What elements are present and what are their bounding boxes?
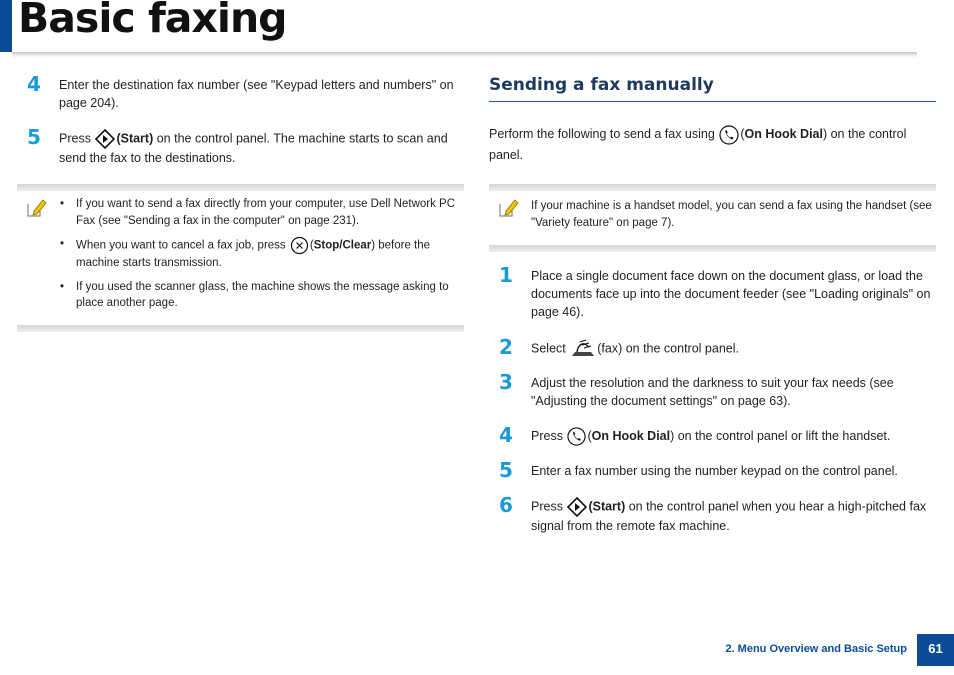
step-number: 4: [27, 72, 41, 96]
note-top-rule: [17, 184, 464, 191]
page-title: Basic faxing: [18, 0, 287, 42]
right-note-box: [489, 184, 936, 252]
note-pencil-icon: [497, 197, 519, 219]
start-icon: [567, 497, 587, 517]
start-icon: [95, 129, 115, 149]
step-number: 5: [499, 458, 513, 482]
note-list: [60, 196, 462, 319]
step-text: Press: [531, 499, 563, 514]
note-top-rule: [489, 184, 936, 191]
step-text: Press: [531, 429, 563, 443]
stop-clear-icon: [290, 236, 309, 255]
page-number: 61: [917, 634, 954, 666]
step-text: on the control panel. The machine starts to scan and send the fax to the destinations.: [59, 131, 448, 165]
step-text: Select: [531, 341, 566, 356]
footer-section-label: 2. Menu Overview and Basic Setup: [725, 643, 907, 655]
step-number: 4: [499, 423, 513, 447]
step-text: ) on the control panel or lift the handset.: [670, 429, 891, 443]
step-text: Place a single document face down on the document glass, or load the documents face up into the document feeder (see "Loading originals" on page 46).: [531, 269, 931, 319]
step-number: 3: [499, 370, 513, 394]
note-pencil-icon: [25, 197, 47, 219]
step-text: (fax) on the control panel.: [597, 341, 739, 356]
step-number: 5: [27, 125, 41, 149]
stop-clear-label: Stop/Clear: [313, 239, 372, 252]
step-number: 2: [499, 335, 513, 359]
start-label: (Start): [588, 499, 626, 514]
step-text: Press: [59, 131, 91, 146]
section-rule: [489, 101, 936, 102]
title-rule: [12, 52, 917, 58]
note-bottom-rule: [489, 245, 936, 252]
step-number: 6: [499, 493, 513, 517]
note-item: • If you used the scanner glass, the machine shows the message asking to place another page.: [60, 279, 462, 312]
step-text: Enter the destination fax number (see "Keypad letters and numbers" on page 204).: [59, 78, 454, 110]
note-item: • If you want to send a fax directly from your computer, use Dell Network PC Fax (see "Sending a fax in the computer" on page 231).: [60, 196, 462, 229]
intro-paragraph: Perform the following to send a fax using (On Hook Dial) on the control panel.: [489, 124, 934, 166]
step-text: Enter a fax number using the number keypad on the control panel.: [531, 464, 898, 478]
start-label: (Start): [116, 131, 154, 146]
step-text: on the control panel when you hear a high-pitched fax signal from the remote fax machine.: [531, 499, 927, 533]
left-note-box: [17, 184, 464, 332]
on-hook-dial-icon: [719, 125, 739, 145]
step-number: 1: [499, 263, 513, 287]
note-item: • When you want to cancel a fax job, press (Stop/Clear) before the machine starts transmission.: [60, 236, 462, 272]
section-heading: Sending a fax manually: [489, 75, 714, 95]
title-accent-bar: [0, 0, 12, 52]
on-hook-dial-label: On Hook Dial: [744, 127, 823, 141]
note-text: If your machine is a handset model, you can send a fax using the handset (see "Variety feature" on page 7).: [531, 200, 932, 229]
fax-icon: [570, 339, 596, 359]
note-bottom-rule: [17, 325, 464, 332]
on-hook-dial-label: On Hook Dial: [591, 429, 671, 443]
on-hook-dial-icon: [567, 427, 586, 446]
step-text: Adjust the resolution and the darkness to suit your fax needs (see "Adjusting the document settings" on page 63).: [531, 376, 894, 408]
